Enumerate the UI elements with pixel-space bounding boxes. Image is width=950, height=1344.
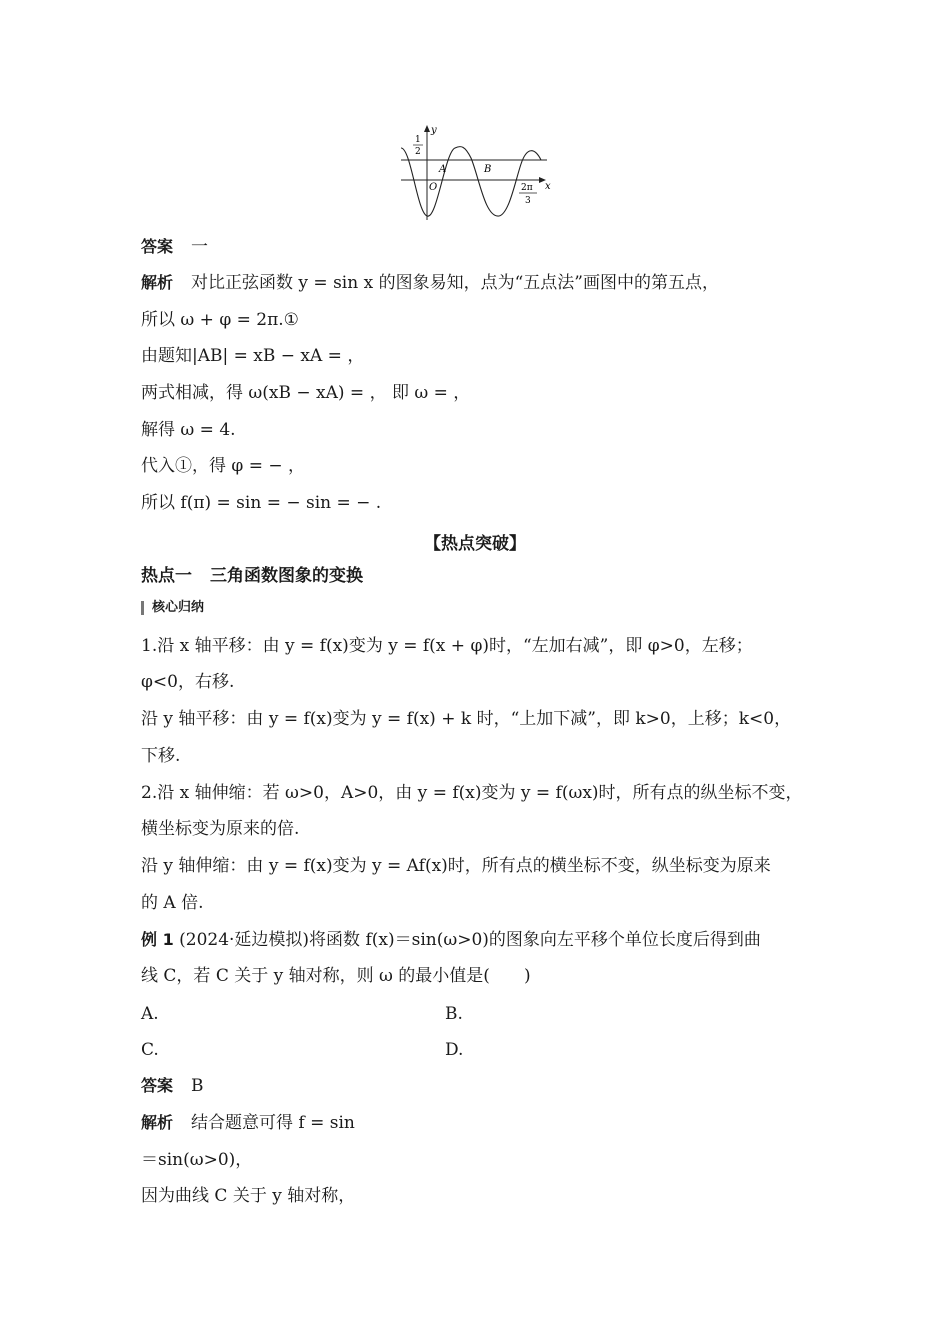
answer-label: 答案 <box>141 237 174 256</box>
analysis-line: 两式相减，得 ω(xB − xA) = ， 即 ω = ， <box>141 383 471 403</box>
analysis2-text-1: 结合题意可得 f = sin <box>191 1113 355 1133</box>
answer-value: 一 <box>191 237 209 257</box>
option-d: D. <box>445 1040 464 1060</box>
analysis-label: 解析 <box>141 1113 174 1132</box>
hot-point-heading <box>141 565 831 587</box>
point-b-label: B <box>484 164 492 175</box>
answer-label: 答案 <box>141 1076 174 1095</box>
rule-line: 1.沿 x 轴平移：由 y = f(x)变为 y = f(x + φ)时，“左加右减”，即 φ>0，左移； <box>141 636 753 656</box>
example-label: 例 1 <box>141 930 174 949</box>
hot-point-title: 三角函数图象的变换 <box>210 566 363 586</box>
hot-point-number: 热点一 <box>141 566 192 586</box>
analysis-line: 解得 ω = 4. <box>141 420 236 440</box>
option-b: B. <box>445 1004 463 1024</box>
y-axis-arrow <box>424 125 430 132</box>
analysis-line: 由题知|AB| = xB − xA = ， <box>141 346 365 366</box>
example-line-2: 线 C，若 C 关于 y 轴对称，则 ω 的最小值是( ) <box>141 966 531 986</box>
analysis-line <box>141 272 831 294</box>
analysis2-line-3: 因为曲线 C 关于 y 轴对称， <box>141 1186 356 1206</box>
rule-line: φ<0，右移. <box>141 672 235 692</box>
answer-line-2 <box>141 1075 831 1097</box>
core-summary-heading: 核心归纳 <box>141 601 204 615</box>
answer-line-1 <box>141 236 831 258</box>
rule-line: 沿 y 轴伸缩：由 y = f(x)变为 y = Af(x)时，所有点的横坐标不变，纵坐标变为原来 <box>141 856 771 876</box>
answer-value: B <box>191 1076 204 1096</box>
point-a-label: A <box>439 164 447 175</box>
x-axis-label: x <box>545 181 551 192</box>
example-line-1 <box>141 929 831 951</box>
rule-line: 下移. <box>141 746 181 766</box>
origin-label: O <box>429 182 438 193</box>
y-axis-label: y <box>431 125 437 136</box>
analysis-line: 代入①，得 φ = − ， <box>141 456 306 476</box>
option-c: C. <box>141 1040 159 1060</box>
x-tick-numerator: 2π <box>521 183 533 193</box>
example-text-1: (2024·延边模拟)将函数 f(x)＝sin(ω>0)的图象向左平移个单位长度后得到曲 <box>179 930 761 950</box>
x-tick-denominator: 3 <box>525 196 531 206</box>
analysis2-line-2: ＝sin(ω>0)， <box>141 1150 253 1170</box>
analysis-line: 所以 f(π) = sin = − sin = − . <box>141 493 382 513</box>
rule-line: 的 A 倍. <box>141 893 204 913</box>
rule-line: 横坐标变为原来的倍. <box>141 819 300 839</box>
half-numerator: 1 <box>415 135 421 145</box>
sine-curve <box>401 147 541 217</box>
analysis-line: 所以 ω + φ = 2π.① <box>141 310 299 330</box>
analysis-text-0: 对比正弦函数 y = sin x 的图象易知，点为“五点法”画图中的第五点， <box>191 273 719 293</box>
analysis-label: 解析 <box>141 273 174 292</box>
half-denominator: 2 <box>415 147 421 157</box>
analysis2-line-1 <box>141 1112 831 1134</box>
rule-line: 沿 y 轴平移：由 y = f(x)变为 y = f(x) + k 时，“上加下减”，即 k>0，上移；k<0， <box>141 709 792 729</box>
section-heading: 【热点突破】 <box>424 534 526 554</box>
rule-line: 2.沿 x 轴伸缩：若 ω>0，A>0，由 y = f(x)变为 y = f(ωx)时，所有点的纵坐标不变， <box>141 783 803 803</box>
option-a: A. <box>141 1004 159 1024</box>
sine-graph-figure <box>395 122 555 222</box>
